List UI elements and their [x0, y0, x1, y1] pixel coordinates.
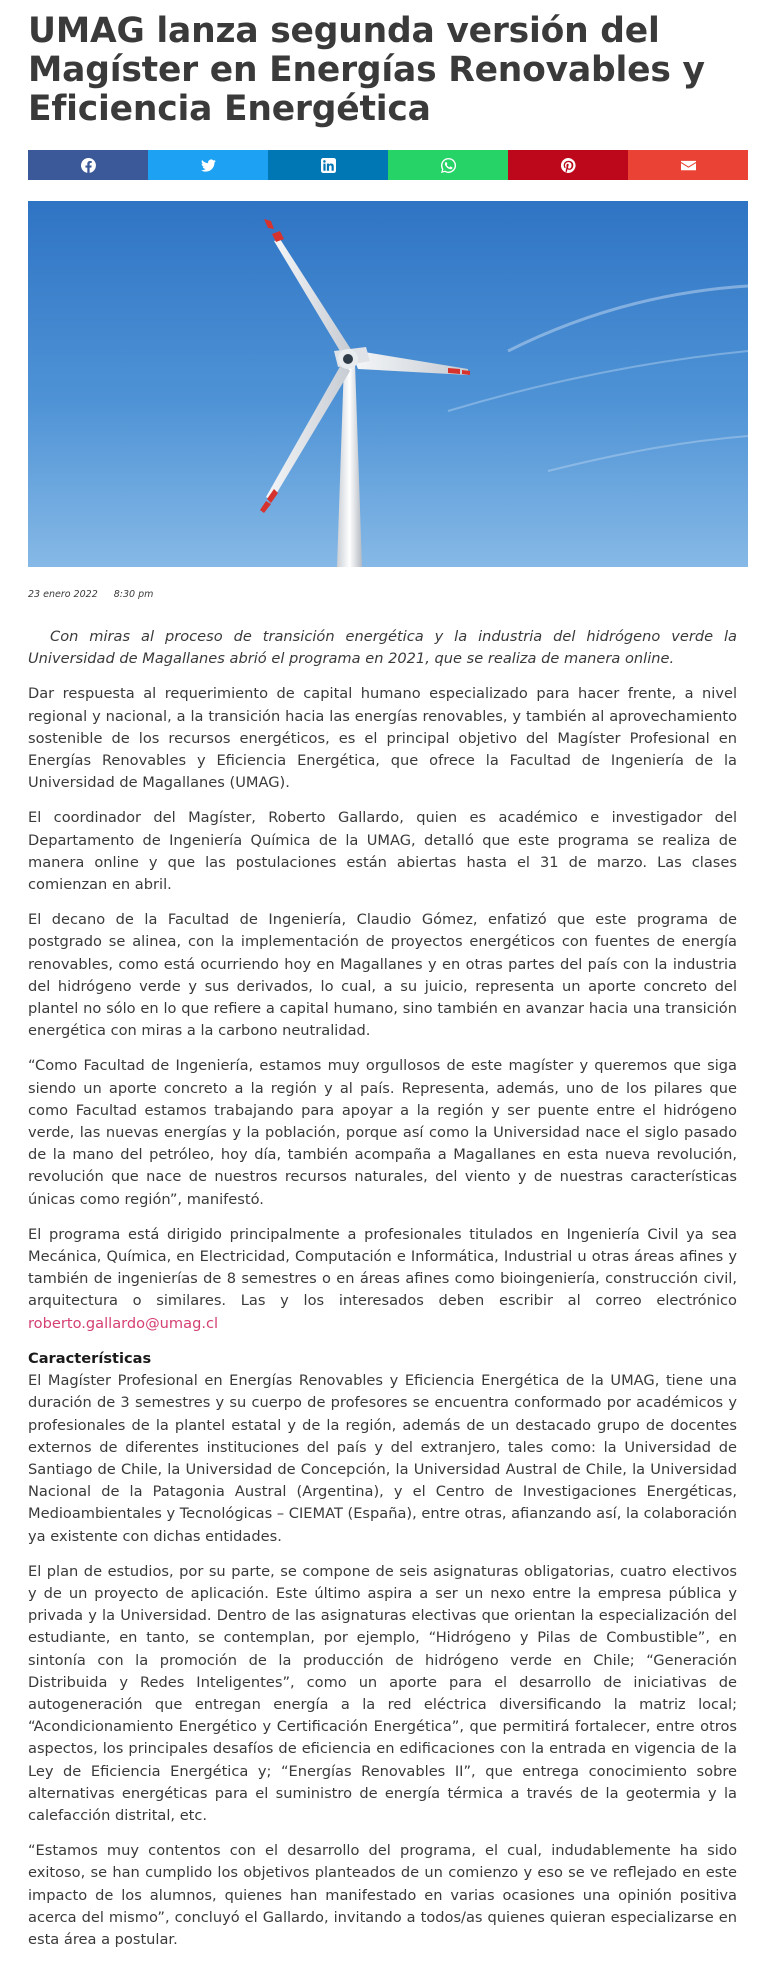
- share-linkedin-button[interactable]: [268, 150, 388, 180]
- article-title: UMAG lanza segunda versión del Magíster en Energías Renovables y Eficiencia Energética: [28, 11, 705, 129]
- share-twitter-button[interactable]: [148, 150, 268, 180]
- paragraph-5-text: El programa está dirigido principalmente a profesionales titulados en Ingeniería Civil ya sea Mecánica, Química, en Electricidad, Computación e Informática, Industrial u otras áreas afines y también de ingenierías de 8 semestres o en áreas afines como bioingeniería, construcción civil, arquitectura o similares. Las y los interesados deben escribir al correo electrónico: [28, 1225, 737, 1310]
- paragraph-5: [28, 1224, 737, 1335]
- paragraph-4: “Como Facultad de Ingeniería, estamos muy orgullosos de este magíster y queremos que siga siendo un aporte concreto a la región y al país. Representa, además, uno de los pilares que como Facultad estamos trabajando para apoyar a la región y ser puente entre el hidrógeno verde, las nuevas energías y la población, porque así como la Universidad nace el siglo pasado de la mano del petróleo, hoy día, también acompaña a Magallanes en esta nueva revolución, revolución que nace de nuestros recursos naturales, del viento y de nuestras características únicas como región”, manifestó.: [28, 1057, 737, 1208]
- paragraph-1: Dar respuesta al requerimiento de capital humano especializado para hacer frente, a nivel regional y nacional, a la transición hacia las energías renovables, y también al aprovechamiento sostenible de los recursos energéticos, es el principal objetivo del Magíster Profesional en Energías Renovables y Eficiencia Energética, que ofrece la Facultad de Ingeniería de la Universidad de Magallanes (UMAG).: [28, 685, 737, 792]
- paragraph-2: El coordinador del Magíster, Roberto Gallardo, quien es académico e investigador del Departamento de Ingeniería Química de la UMAG, detalló que este programa se realiza de manera online y que las postulaciones están abiertas hasta el 31 de marzo. Las clases comienzan en abril.: [28, 809, 737, 894]
- publish-date: 23 enero 2022: [28, 589, 98, 600]
- paragraph-8: “Estamos muy contentos con el desarrollo del programa, el cual, indudablemente ha sido exitoso, se han cumplido los objetivos planteados de un comienzo y eso se ve reflejado en este impacto de los alumnos, quienes han manifestado en varias ocasiones una opinión positiva acerca del mismo”, concluyó el Gallardo, invitando a todos/as quienes quieran especializarse en esta área a postular.: [28, 1842, 737, 1948]
- envelope-icon: [681, 158, 696, 173]
- article-meta: [28, 589, 737, 600]
- share-facebook-button[interactable]: [28, 150, 148, 180]
- share-bar: [28, 150, 748, 180]
- paragraph-7: El plan de estudios, por su parte, se compone de seis asignaturas obligatorias, cuatro electivos y de un proyecto de aplicación. Este último aspira a ser un nexo entre la empresa pública y privada y la Universidad. Dentro de las asignaturas electivas que orientan la especialización del estudiante, en tanto, se contemplan, por ejemplo, “Hidrógeno y Pilas de Combustible”, en sintonía con la promoción de la producción de hidrógeno verde en Chile; “Generación Distribuida y Redes Inteligentes”, como un aporte para el desarrollo de iniciativas de autogeneración que entregan energía a la red eléctrica diversificando la matriz local; “Acondicionamiento Energético y Certificación Energética”, que permitirá fortalecer, entre otros aspectos, los principales desafíos de eficiencia en edificaciones con la entrada en vigencia de la Ley de Eficiencia Energética y; “Energías Renovables II”, que entrega conocimiento sobre alternativas energéticas para el suministro de energía térmica a través de la geotermia y la calefacción distrital, etc.: [28, 1562, 737, 1824]
- share-pinterest-button[interactable]: [508, 150, 628, 180]
- article-lead: Con miras al proceso de transición energética y la industria del hidrógeno verde la Universidad de Magallanes abrió el programa en 2021, que se realiza de manera online.: [28, 628, 737, 668]
- section-heading: Características: [28, 1349, 152, 1367]
- twitter-icon: [201, 158, 216, 173]
- share-email-button[interactable]: [628, 150, 748, 180]
- publish-time: 8:30 pm: [113, 589, 154, 600]
- email-link[interactable]: roberto.gallardo@umag.cl: [28, 1314, 219, 1332]
- whatsapp-icon: [441, 158, 456, 173]
- share-whatsapp-button[interactable]: [388, 150, 508, 180]
- paragraph-3: El decano de la Facultad de Ingeniería, Claudio Gómez, enfatizó que este programa de postgrado se alinea, con la implementación de proyectos energéticos con fuentes de energía renovables, como está ocurriendo hoy en Magallanes y en otras partes del país con la industria del hidrógeno verde y sus derivados, lo cual, a su juicio, representa un aporte concreto del plantel no sólo en lo que refiere a capital humano, sino también en avanzar hacia una transición energética con miras a la carbono neutralidad.: [28, 911, 737, 1040]
- paragraph-6: El Magíster Profesional en Energías Renovables y Eficiencia Energética de la UMAG, tiene una duración de 3 semestres y su cuerpo de profesores se encuentra conformado por académicos y profesionales de la plantel estatal y de la región, además de un destacado grupo de docentes externos de diferentes instituciones del país y del extranjero, tales como: la Universidad de Santiago de Chile, la Universidad de Concepción, la Universidad Austral de Chile, la Universidad Nacional de la Patagonia Austral (Argentina), y el Centro de Investigaciones Energéticas, Medioambientales y Tecnológicas – CIEMAT (España), entre otras, afianzando así, la colaboración ya existente con dichas entidades.: [28, 1372, 737, 1545]
- linkedin-icon: [321, 158, 336, 173]
- pinterest-icon: [561, 158, 576, 173]
- facebook-icon: [81, 158, 96, 173]
- wind-turbine-image: [28, 201, 748, 567]
